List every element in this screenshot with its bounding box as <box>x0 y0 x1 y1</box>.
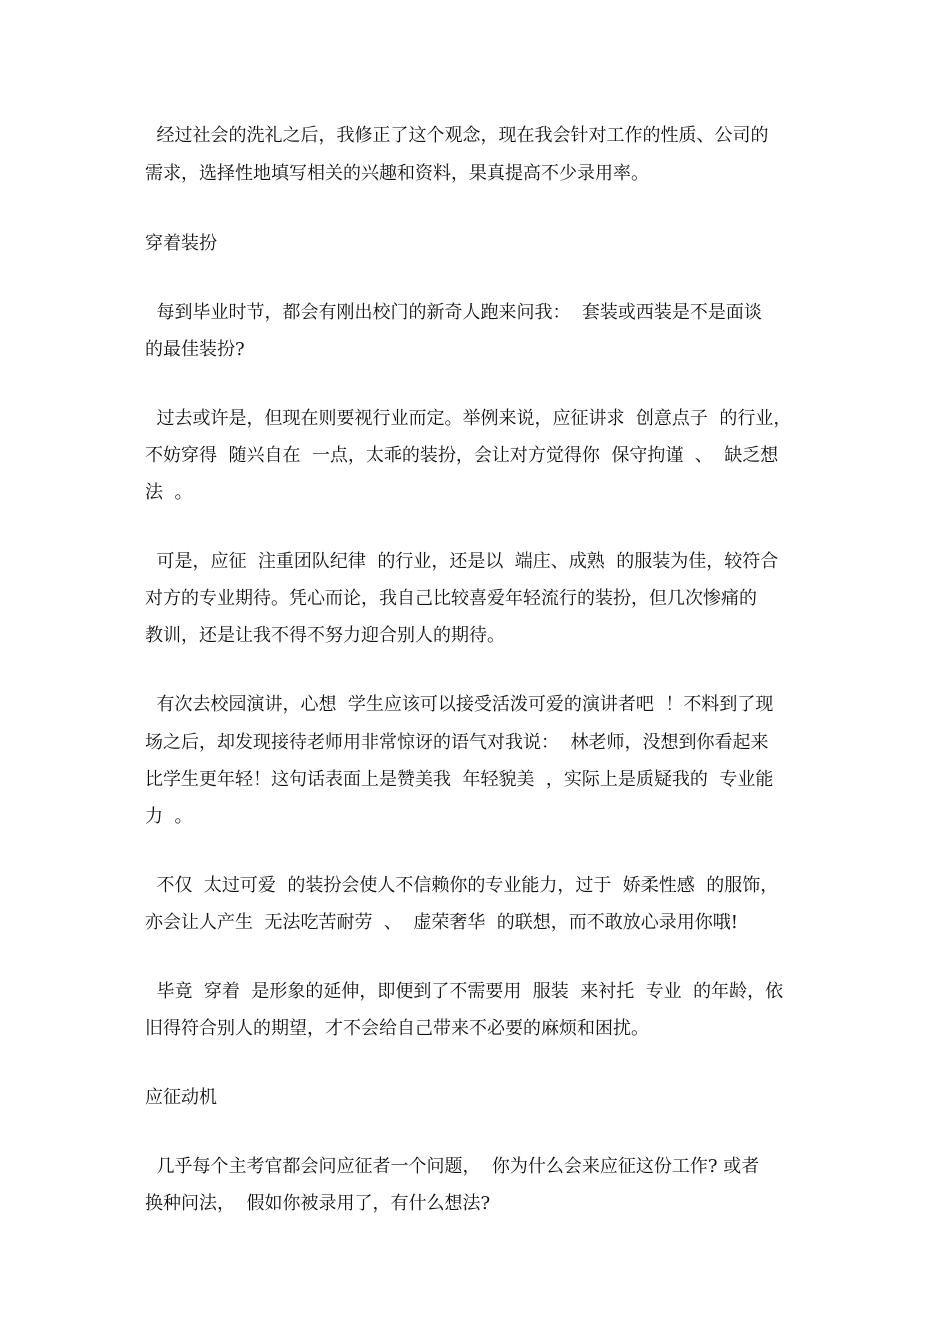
paragraph-5-line-3: 比学生更年轻！这句话表面上是赞美我 年轻貌美 ，实际上是质疑我的 专业能 <box>145 769 774 790</box>
paragraph-4-line-2: 对方的专业期待。凭心而论，我自己比较喜爱年轻流行的装扮，但几次惨痛的 <box>145 588 757 609</box>
paragraph-8-line-1: 几乎每个主考官都会问应征者一个问题， 你为什么会来应征这份工作? 或者 <box>145 1156 760 1177</box>
paragraph-1-line-2: 需求，选择性地填写相关的兴趣和资料，果真提高不少录用率。 <box>145 163 649 184</box>
paragraph-5-line-2: 场之后，却发现接待老师用非常惊讶的语气对我说： 林老师，没想到你看起来 <box>145 732 769 753</box>
heading-dress: 穿着装扮 <box>145 233 217 254</box>
paragraph-3-line-1: 过去或许是，但现在则要视行业而定。举例来说，应征讲求 创意点子 的行业， <box>145 408 792 429</box>
paragraph-1-line-1: 经过社会的洗礼之后，我修正了这个观念，现在我会针对工作的性质、公司的 <box>145 125 769 146</box>
paragraph-5-line-4: 力 。 <box>145 806 193 827</box>
heading-motivation: 应征动机 <box>145 1087 217 1108</box>
paragraph-4-line-3: 教训，还是让我不得不努力迎合别人的期待。 <box>145 625 505 646</box>
paragraph-2-line-2: 的最佳装扮? <box>145 339 245 360</box>
paragraph-7-line-1: 毕竟 穿着 是形象的延伸，即便到了不需要用 服装 来衬托 专业 的年龄，依 <box>145 981 784 1002</box>
paragraph-4-line-1: 可是，应征 注重团队纪律 的行业，还是以 端庄、成熟 的服装为佳，较符合 <box>145 551 779 572</box>
paragraph-2-line-1: 每到毕业时节，都会有刚出校门的新奇人跑来问我： 套装或西装是不是面谈 <box>145 302 762 323</box>
paragraph-6-line-2: 亦会让人产生 无法吃苦耐劳 、 虚荣奢华 的联想，而不敢放心录用你哦! <box>145 912 739 933</box>
paragraph-6-line-1: 不仅 太过可爱 的装扮会使人不信赖你的专业能力，过于 娇柔性感 的服饰， <box>145 875 779 896</box>
paragraph-8-line-2: 换种问法， 假如你被录用了，有什么想法? <box>145 1193 491 1214</box>
paragraph-7-line-2: 旧得符合别人的期望，才不会给自己带来不必要的麻烦和困扰。 <box>145 1018 649 1039</box>
paragraph-3-line-3: 法 。 <box>145 482 193 503</box>
paragraph-3-line-2: 不妨穿得 随兴自在 一点，太乖的装扮，会让对方觉得你 保守拘谨 、 缺乏想 <box>145 445 779 466</box>
paragraph-5-line-1: 有次去校园演讲，心想 学生应该可以接受活泼可爱的演讲者吧 ！不料到了现 <box>145 694 774 715</box>
